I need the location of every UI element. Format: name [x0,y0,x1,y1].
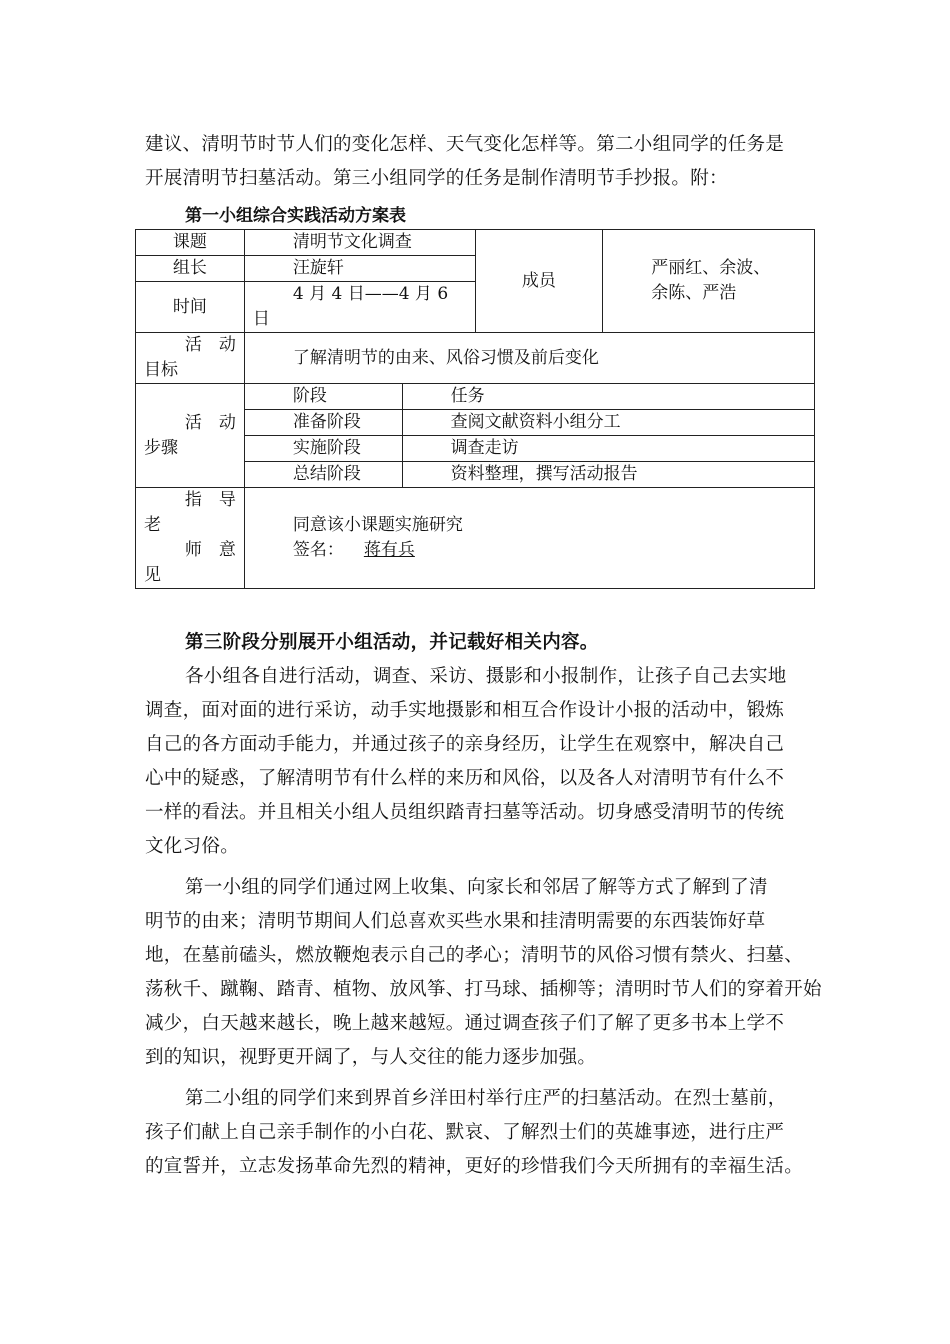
step-task: 调查走访 [402,436,814,462]
signature-label: 签名： [292,540,344,560]
steps-header-task: 任务 [402,384,814,410]
advisor-label-line: 老 [144,515,161,535]
paragraph-line: 第一小组的同学们通过网上收集、向家长和邻居了解等方式了解到了清 [185,877,768,898]
steps-header-stage: 阶段 [244,384,402,410]
time-line: 日 [252,309,270,329]
signature-line [293,538,806,563]
table-row [136,488,815,589]
advisor-opinion [244,488,814,589]
paragraph-line: 各小组各自进行活动，调查、采访、摄影和小报制作，让孩子自己去实地 [185,666,787,687]
paragraph-line: 一样的看法。并且相关小组人员组织踏青扫墓等活动。切身感受清明节的传统 [145,802,785,823]
step-task: 查阅文献资料小组分工 [402,410,814,436]
leader-value: 汪旋轩 [244,256,475,282]
stage3-heading: 第三阶段分别展开小组活动，并记载好相关内容。 [185,632,599,653]
paragraph-line: 自己的各方面动手能力，并通过孩子的亲身经历，让学生在观察中，解决自己 [145,734,785,755]
step-stage: 实施阶段 [244,436,402,462]
body-paragraph-3 [145,1082,820,1184]
advisor-label-line: 见 [144,565,161,585]
paragraph-line: 文化习俗。 [145,836,240,857]
plan-table-title: 第一小组综合实践活动方案表 [185,206,406,226]
paragraph-line: 减少，白天越来越长，晚上越来越短。通过调查孩子们了解了更多书本上学不 [145,1013,785,1034]
members-line: 严丽红、余波、 [651,258,771,278]
signature-name: 蒋有兵 [363,540,415,560]
table-row [136,384,815,410]
goal-label [136,333,245,384]
members-line: 余陈、严浩 [651,283,737,303]
intro-line: 建议、清明节时节人们的变化怎样、天气变化怎样等。第二小组同学的任务是 [145,134,785,155]
advisor-label-line: 师 意 [184,540,236,560]
body-paragraph-2 [145,871,820,1075]
advisor-comment: 同意该小课题实施研究 [292,515,463,535]
activity-plan-table [135,229,815,589]
steps-label-line: 步骤 [144,437,178,458]
goal-label-line: 目标 [144,360,178,380]
goal-label-line: 活 动 [184,335,236,355]
steps-label [136,384,245,488]
members-value [603,230,815,333]
step-stage: 准备阶段 [244,410,402,436]
paragraph-line: 地，在墓前磕头，燃放鞭炮表示自己的孝心；清明节的风俗习惯有禁火、扫墓、 [145,945,804,966]
advisor-label [136,488,245,589]
paragraph-line: 心中的疑惑，了解清明节有什么样的来历和风俗，以及各人对清明节有什么不 [145,768,785,789]
paragraph-line: 调查，面对面的进行采访，动手实地摄影和相互合作设计小报的活动中，锻炼 [145,700,785,721]
members-label: 成员 [475,230,603,333]
paragraph-line: 孩子们献上自己亲手制作的小白花、默哀、了解烈士们的英雄事迹，进行庄严 [145,1122,785,1143]
steps-label-line: 活 动 [184,412,236,433]
time-label: 时间 [136,282,245,333]
paragraph-line: 的宣誓并，立志发扬革命先烈的精神，更好的珍惜我们今天所拥有的幸福生活。 [145,1156,804,1177]
paragraph-line: 第二小组的同学们来到界首乡洋田村举行庄严的扫墓活动。在烈士墓前， [185,1088,787,1109]
goal-value: 了解清明节的由来、风俗习惯及前后变化 [244,333,814,384]
paragraph-line: 荡秋千、蹴鞠、踏青、植物、放风筝、打马球、插柳等；清明时节人们的穿着开始 [145,979,822,1000]
time-line: 4 月 4 日——4 月 6 [292,284,449,304]
topic-value: 清明节文化调查 [244,230,475,256]
topic-label: 课题 [136,230,245,256]
time-value [244,282,475,333]
advisor-label-line: 指 导 [184,490,236,510]
intro-paragraph [145,128,820,196]
table-row [136,333,815,384]
intro-line: 开展清明节扫墓活动。第三小组同学的任务是制作清明节手抄报。附： [145,168,728,189]
body-paragraph-1 [145,660,820,864]
leader-label: 组长 [136,256,245,282]
step-stage: 总结阶段 [244,462,402,488]
step-task: 资料整理，撰写活动报告 [402,462,814,488]
paragraph-line: 到的知识，视野更开阔了，与人交往的能力逐步加强。 [145,1047,597,1068]
paragraph-line: 明节的由来；清明节期间人们总喜欢买些水果和挂清明需要的东西装饰好草 [145,911,766,932]
table-row [136,230,815,256]
